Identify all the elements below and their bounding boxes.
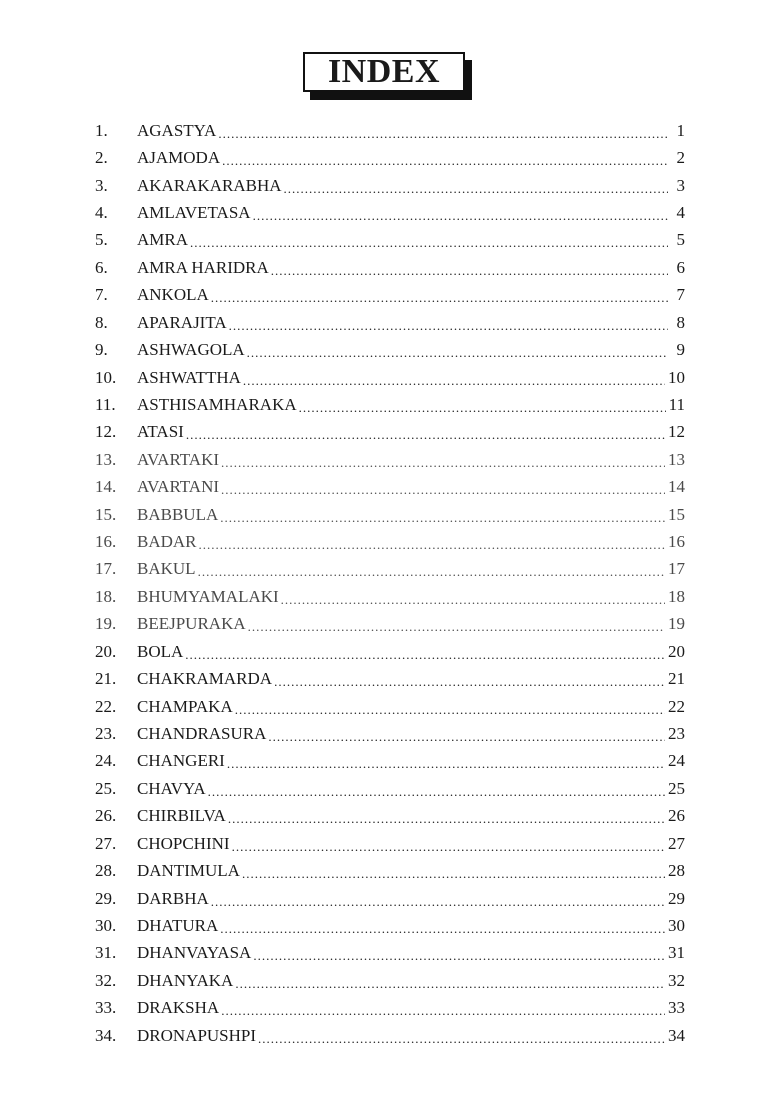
- entry-name: CHOPCHINI: [137, 833, 230, 853]
- entry-number: 4.: [95, 202, 108, 222]
- entry-page-number: 7: [676, 285, 685, 305]
- index-entry: [95, 748, 685, 775]
- entry-name: ASTHISAMHARAKA: [137, 394, 297, 414]
- entry-number: 13.: [95, 449, 117, 469]
- index-entry: [95, 803, 685, 830]
- dot-leader: [248, 619, 665, 635]
- entry-number: 7.: [95, 285, 108, 305]
- entry-number: 27.: [95, 833, 117, 853]
- index-entry: [95, 693, 685, 720]
- index-entry: [95, 775, 685, 802]
- index-entry: [95, 940, 685, 967]
- index-list: [95, 117, 685, 1049]
- entry-page-number: 15: [668, 504, 685, 524]
- dot-leader: [268, 729, 665, 745]
- index-entry: [95, 391, 685, 418]
- page-title: INDEX: [303, 52, 465, 92]
- entry-page-number: 19: [668, 614, 685, 634]
- dot-leader: [242, 866, 665, 882]
- entry-name: BADAR: [137, 532, 197, 552]
- index-entry: [95, 199, 685, 226]
- entry-page-number: 25: [668, 778, 685, 798]
- dot-leader: [220, 921, 665, 937]
- entry-number: 25.: [95, 778, 117, 798]
- entry-name: AMRA: [137, 230, 189, 250]
- entry-name: DRAKSHA: [137, 998, 220, 1018]
- index-title-box: [303, 52, 465, 92]
- dot-leader: [222, 153, 668, 169]
- entry-page-number: 5: [676, 230, 685, 250]
- index-entry: [95, 912, 685, 939]
- entry-name: CHIRBILVA: [137, 806, 226, 826]
- entry-number: 2.: [95, 148, 108, 168]
- entry-page-number: 32: [668, 970, 685, 990]
- entry-name: AGASTYA: [137, 120, 217, 140]
- index-entry: [95, 227, 685, 254]
- dot-leader: [235, 702, 665, 718]
- dot-leader: [211, 290, 668, 306]
- entry-page-number: 30: [668, 915, 685, 935]
- entry-name: AVARTANI: [137, 477, 220, 497]
- entry-name: CHAMPAKA: [137, 696, 233, 716]
- index-entry: [95, 446, 685, 473]
- dot-leader: [299, 400, 666, 416]
- entry-name: BABBULA: [137, 504, 219, 524]
- entry-page-number: 3: [676, 175, 685, 195]
- dot-leader: [253, 208, 668, 224]
- index-entry: [95, 473, 685, 500]
- entry-page-number: 20: [668, 641, 685, 661]
- entry-number: 21.: [95, 669, 117, 689]
- entry-name: BAKUL: [137, 559, 196, 579]
- index-entry: [95, 254, 685, 281]
- entry-number: 31.: [95, 943, 117, 963]
- entry-name: ASHWATTHA: [137, 367, 241, 387]
- dot-leader: [227, 756, 665, 772]
- entry-name: CHAKRAMARDA: [137, 669, 273, 689]
- index-entry: [95, 857, 685, 884]
- entry-page-number: 12: [668, 422, 685, 442]
- entry-name: AMRA HARIDRA: [137, 257, 269, 277]
- index-entry: [95, 995, 685, 1022]
- entry-number: 23.: [95, 723, 117, 743]
- entry-number: 15.: [95, 504, 117, 524]
- index-entry: [95, 638, 685, 665]
- entry-number: 28.: [95, 861, 117, 881]
- entry-page-number: 16: [668, 532, 685, 552]
- entry-page-number: 29: [668, 888, 685, 908]
- entry-name: CHANGERI: [137, 751, 225, 771]
- dot-leader: [258, 1031, 665, 1047]
- index-entry: [95, 885, 685, 912]
- entry-name: DHANYAKA: [137, 970, 234, 990]
- entry-name: ATASI: [137, 422, 184, 442]
- index-entry: [95, 528, 685, 555]
- dot-leader: [208, 784, 665, 800]
- dot-leader: [284, 181, 668, 197]
- entry-page-number: 28: [668, 861, 685, 881]
- entry-name: APARAJITA: [137, 312, 227, 332]
- entry-name: DANTIMULA: [137, 861, 240, 881]
- dot-leader: [253, 948, 665, 964]
- index-entry: [95, 967, 685, 994]
- entry-page-number: 21: [668, 669, 685, 689]
- entry-number: 3.: [95, 175, 108, 195]
- index-entry: [95, 665, 685, 692]
- index-entry: [95, 419, 685, 446]
- entry-name: BOLA: [137, 641, 184, 661]
- index-entry: [95, 720, 685, 747]
- entry-page-number: 1: [676, 120, 685, 140]
- index-entry: [95, 556, 685, 583]
- dot-leader: [199, 537, 665, 553]
- dot-leader: [229, 318, 668, 334]
- index-entry: [95, 309, 685, 336]
- entry-page-number: 34: [668, 1025, 685, 1045]
- entry-page-number: 17: [668, 559, 685, 579]
- entry-number: 24.: [95, 751, 117, 771]
- index-entry: [95, 172, 685, 199]
- entry-page-number: 4: [676, 202, 685, 222]
- entry-number: 14.: [95, 477, 117, 497]
- dot-leader: [243, 373, 665, 389]
- entry-number: 33.: [95, 998, 117, 1018]
- index-entry: [95, 117, 685, 144]
- index-entry: [95, 144, 685, 171]
- dot-leader: [274, 674, 665, 690]
- entry-page-number: 9: [676, 340, 685, 360]
- entry-page-number: 11: [668, 394, 685, 414]
- entry-page-number: 26: [668, 806, 685, 826]
- entry-page-number: 23: [668, 723, 685, 743]
- index-entry: [95, 501, 685, 528]
- entry-number: 9.: [95, 340, 108, 360]
- dot-leader: [221, 482, 665, 498]
- index-entry: [95, 830, 685, 857]
- dot-leader: [271, 263, 668, 279]
- entry-number: 8.: [95, 312, 108, 332]
- entry-name: DRONAPUSHPI: [137, 1025, 257, 1045]
- entry-number: 34.: [95, 1025, 117, 1045]
- entry-name: DARBHA: [137, 888, 209, 908]
- dot-leader: [232, 839, 665, 855]
- entry-page-number: 6: [676, 257, 685, 277]
- entry-number: 11.: [95, 394, 116, 414]
- dot-leader: [228, 811, 665, 827]
- entry-number: 18.: [95, 586, 117, 606]
- entry-name: AJAMODA: [137, 148, 221, 168]
- entry-number: 20.: [95, 641, 117, 661]
- entry-name: BEEJPURAKA: [137, 614, 246, 634]
- entry-page-number: 10: [668, 367, 685, 387]
- entry-number: 22.: [95, 696, 117, 716]
- entry-name: AVARTAKI: [137, 449, 220, 469]
- entry-number: 10.: [95, 367, 117, 387]
- dot-leader: [220, 510, 665, 526]
- dot-leader: [186, 427, 665, 443]
- dot-leader: [218, 126, 668, 142]
- entry-name: AMLAVETASA: [137, 202, 251, 222]
- entry-page-number: 33: [668, 998, 685, 1018]
- entry-number: 26.: [95, 806, 117, 826]
- entry-page-number: 13: [668, 449, 685, 469]
- entry-page-number: 24: [668, 751, 685, 771]
- dot-leader: [190, 235, 668, 251]
- entry-name: AKARAKARABHA: [137, 175, 282, 195]
- dot-leader: [185, 647, 665, 663]
- entry-page-number: 27: [668, 833, 685, 853]
- entry-name: ANKOLA: [137, 285, 209, 305]
- index-entry: [95, 1022, 685, 1049]
- dot-leader: [247, 345, 668, 361]
- index-entry: [95, 611, 685, 638]
- entry-number: 6.: [95, 257, 108, 277]
- entry-page-number: 22: [668, 696, 685, 716]
- entry-number: 29.: [95, 888, 117, 908]
- entry-name: DHANVAYASA: [137, 943, 252, 963]
- entry-number: 17.: [95, 559, 117, 579]
- index-entry: [95, 282, 685, 309]
- dot-leader: [281, 592, 665, 608]
- index-entry: [95, 364, 685, 391]
- dot-leader: [198, 564, 665, 580]
- entry-name: ASHWAGOLA: [137, 340, 245, 360]
- entry-name: BHUMYAMALAKI: [137, 586, 279, 606]
- index-entry: [95, 336, 685, 363]
- entry-number: 19.: [95, 614, 117, 634]
- index-entry: [95, 583, 685, 610]
- entry-page-number: 14: [668, 477, 685, 497]
- entry-name: CHANDRASURA: [137, 723, 267, 743]
- entry-number: 5.: [95, 230, 108, 250]
- entry-page-number: 31: [668, 943, 685, 963]
- dot-leader: [235, 976, 665, 992]
- entry-number: 30.: [95, 915, 117, 935]
- entry-number: 1.: [95, 120, 108, 140]
- entry-number: 32.: [95, 970, 117, 990]
- dot-leader: [211, 894, 665, 910]
- entry-page-number: 8: [676, 312, 685, 332]
- entry-number: 12.: [95, 422, 117, 442]
- entry-page-number: 2: [676, 148, 685, 168]
- entry-page-number: 18: [668, 586, 685, 606]
- dot-leader: [221, 455, 665, 471]
- entry-number: 16.: [95, 532, 117, 552]
- dot-leader: [221, 1003, 665, 1019]
- entry-name: DHATURA: [137, 915, 219, 935]
- entry-name: CHAVYA: [137, 778, 206, 798]
